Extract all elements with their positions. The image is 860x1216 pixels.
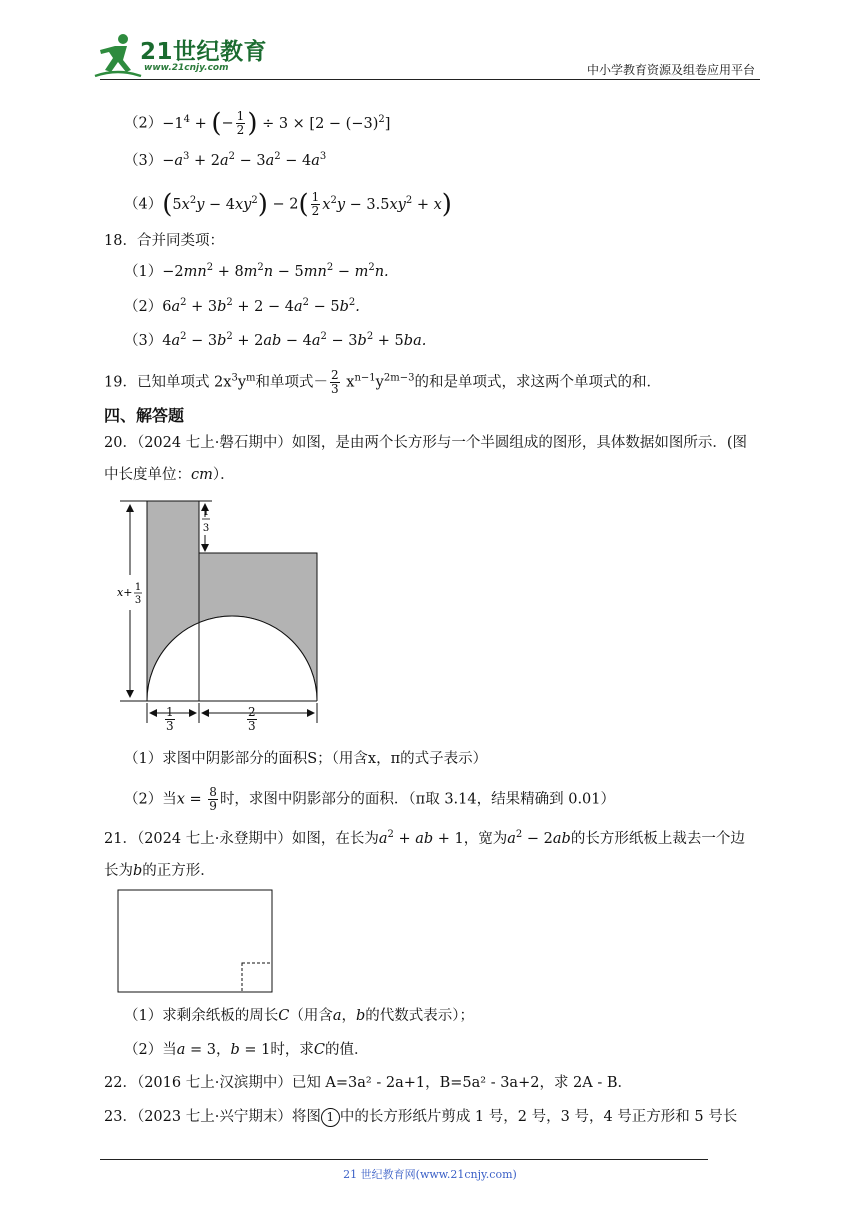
board-rect — [118, 890, 272, 992]
q17-part4: $(4)(5x^2y - 4xy^2) - 2$( $\frac{1}{2}$ $x^2y - 3.5xy^2 + x$) — [124, 189, 452, 220]
bottom-right-dim: $\frac{2}{3}$ — [248, 705, 256, 733]
footer-divider — [100, 1159, 708, 1160]
q18-part2: $(2)6a^2 + 3b^2 + 2 - 4a^2 - 5b^2$. — [124, 297, 360, 315]
bottom-left-dim: $\frac{1}{3}$ — [166, 705, 174, 733]
q20-line1: 20．（2024 七上·磐石期中）如图，是由两个长方形与一个半圆组成的图形，具体数据如图所示．(图 — [104, 435, 747, 451]
q21-part1: （1）求剩余纸板的周长C（用含a，b的代数式表示）； — [124, 1008, 475, 1024]
left-dim-label: x+ — [117, 586, 133, 599]
header-tagline: 中小学教育资源及组卷应用平台 — [586, 63, 755, 77]
svg-text:1: 1 — [202, 507, 210, 518]
q21-figure — [117, 889, 275, 995]
circle-number: 1 — [321, 1108, 340, 1127]
svg-text:3: 3 — [134, 595, 142, 606]
q21-part2: （2）当a = 3，b = 1时，求C的值． — [124, 1042, 369, 1058]
logo-url: www.21cnjy.com — [144, 63, 229, 73]
q20-part2: （2）当x = $\frac{8}{9}$ 时，求图中阴影部分的面积．（π取 3.14，结果精确到 0.01） — [124, 785, 616, 813]
q20-line2: 中长度单位：cm）． — [104, 467, 235, 483]
q17-part3: $(3)-a^3 + 2a^2 - 3a^2 - 4a^3$ — [124, 151, 327, 169]
q20-part1: （1）求图中阴影部分的面积S；（用含x，π的式子表示） — [124, 751, 488, 767]
runner-logo-icon — [93, 32, 143, 80]
footer-text: 21 世纪教育网(www.21cnjy.com) — [343, 1168, 517, 1181]
svg-text:1: 1 — [134, 582, 142, 593]
q18-title: 18．合并同类项： — [104, 233, 224, 249]
logo-text: 21世纪教育 — [140, 39, 268, 65]
header-divider — [100, 79, 760, 80]
q18-part3: $(3)4a^2 - 3b^2 + 2ab - 4a^2 - 3b^2 + 5ba$. — [124, 331, 427, 349]
q21-line1: 21．（2024 七上·永登期中）如图，在长为$a^2$ + ab + 1，宽为$a^2 - 2ab$的长方形纸板上裁去一个边 — [104, 829, 745, 847]
q18-part1: $(1)-2mn^2 + 8m^2n - 5mn^2 - m^2n$. — [124, 262, 389, 280]
section-title: 四、解答题 — [104, 406, 185, 425]
q21-line2: 长为b的正方形． — [104, 863, 215, 879]
q23-text: 23．（2023 七上·兴宁期末）将图 1 中的长方形纸片剪成 1 号，2 号，3 号，4 号正方形和 5 号长 — [104, 1109, 738, 1125]
q19-text: 19．已知单项式 $2x^3y^m$和单项式－ $\frac{2}{3}$ $x^{n-1}y^{2m-3}$的和是单项式，求这两个单项式的和． — [104, 368, 661, 396]
q20-figure — [112, 495, 327, 730]
q22-text: 22．（2016 七上·汉滨期中）已知 A=3a² - 2a+1，B=5a² - 3a+2，求 2A - B． — [104, 1075, 633, 1091]
q17-part2: $(2)-1^4$ + (− $\frac{1}{2}$ ) ÷ $3 \times [2 - (-3)^2]$ — [124, 108, 391, 139]
svg-text:3: 3 — [202, 523, 210, 534]
